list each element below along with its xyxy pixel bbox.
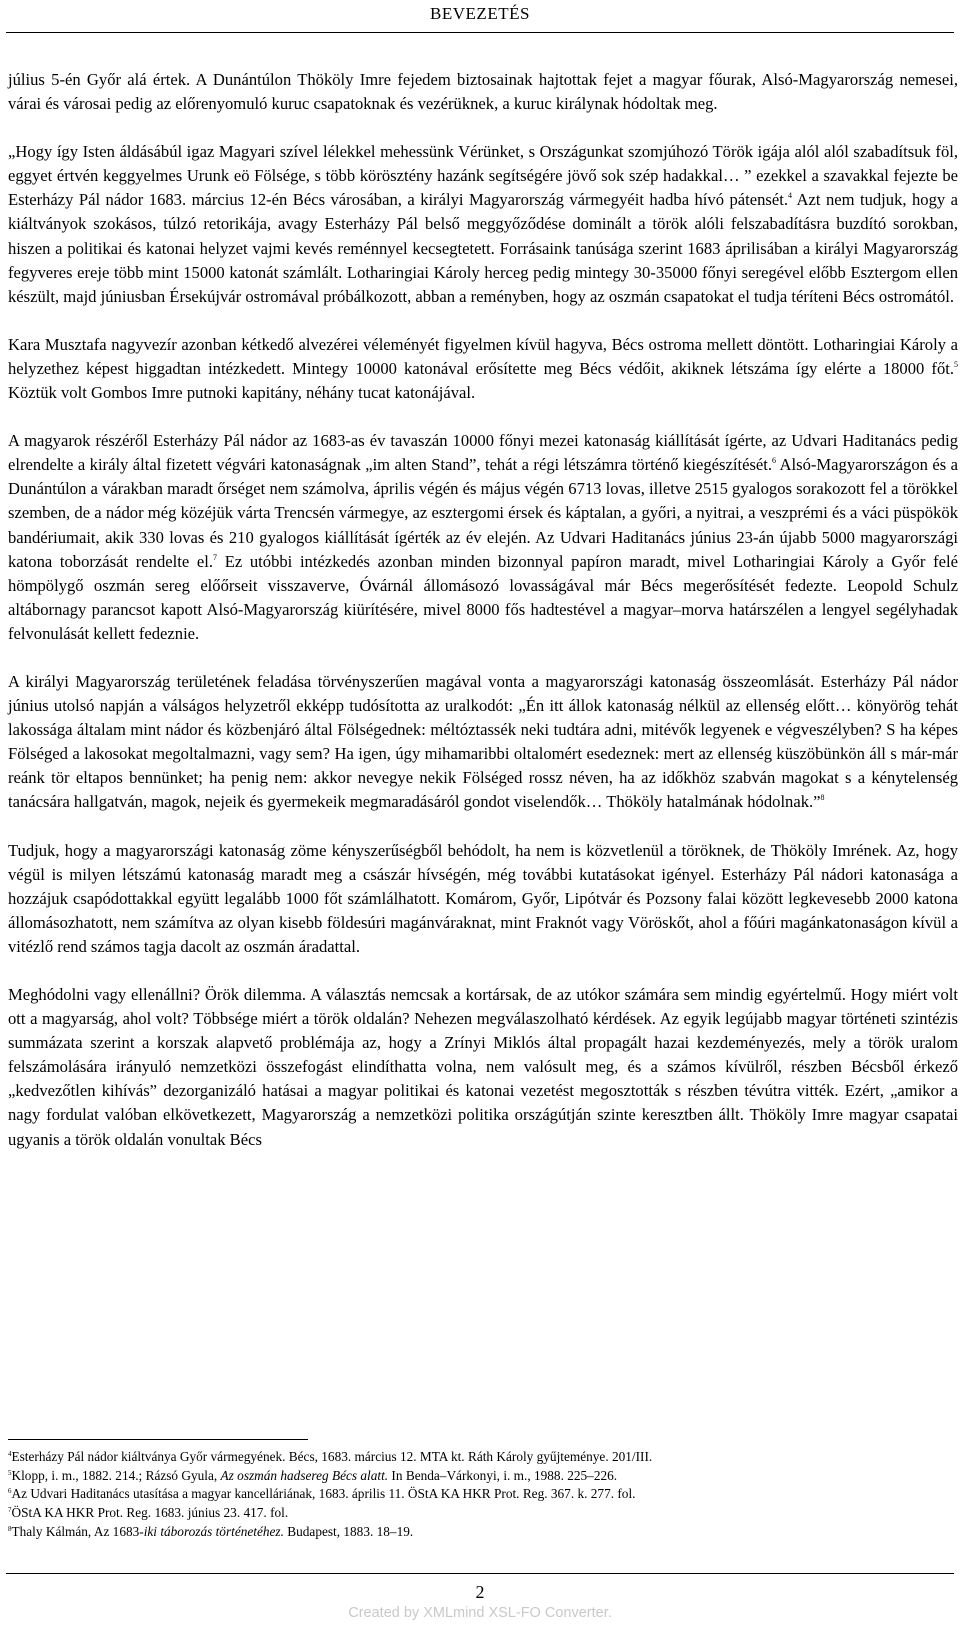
header-divider: [6, 32, 954, 33]
footnote-number: 8: [8, 1524, 12, 1533]
text-run: Thaly Kálmán, Az 1683-: [11, 1523, 144, 1539]
text-run: „Hogy így Isten áldásábúl igaz Magyari szível lélekkel mehessünk Vérünket, s Országunkat szomjúhozó Török igája alól alól szabadítsuk föl, eggyet értvén keggyelmes Urunk eö Fölsége, s több körösztény hazánk segítségére jövő sok szép hadakkal… ” ezekkel a szavakkal fejezte be Esterházy Pál nádor 1683. március 12-én Bécs városában, a királyi Magyarország vármegyéit hadba hívó pátensét.: [8, 142, 958, 210]
footnote: [8, 1523, 958, 1542]
footnote-ref: 5: [954, 359, 958, 369]
page-number: 2: [475, 1582, 485, 1602]
text-run: Klopp, i. m., 1882. 214.; Rázsó Gyula,: [11, 1467, 221, 1483]
paragraph: [8, 670, 958, 815]
paragraph: [8, 333, 958, 405]
footnote-rule: [8, 1439, 308, 1440]
footnote-ref: 4: [788, 191, 792, 201]
footnote-ref: 8: [820, 793, 825, 803]
footnote-number: 7: [8, 1506, 12, 1515]
text-run: Meghódolni vagy ellenállni? Örök dilemma. A választás nemcsak a kortársak, de az utókor számára sem mindig egyértelmű. Hogy miért volt ott a magyarság, ahol volt? Többsége miért a török oldalán? Nehezen megválaszolható kérdések. Az egyik legújabb magyar történeti szintézis summázata szerint a korszak alapvető problémája az, hogy a Zrínyi Miklós által propagált hazai kezdeményezés, mely a török uralom felszámolására irányuló nemzetközi összefogást elindíthatta volna, nem valósult meg, és a számos kívülről, részben Bécsből érkező „kedvezőtlen kihívás” dezorganizáló hatásai a magyar politikai és katonai vezetést megosztották s részben tévútra vitték. Ezért, „amikor a nagy fordulat valóban elkövetkezett, Magyarország a nemzetközi politika országútján szinte keresztben állt. Thököly Imre magyar csapatai ugyanis a török oldalán vonultak Bécs: [8, 985, 958, 1149]
creator-watermark: Created by XMLmind XSL-FO Converter.: [348, 1605, 612, 1621]
text-run: In Benda–Várkonyi, i. m., 1988. 225–226.: [388, 1467, 618, 1483]
footnote-ref: 6: [772, 456, 777, 466]
paragraph: [8, 983, 958, 1152]
text-run: július 5-én Győr alá értek. A Dunántúlon Thököly Imre fejedem biztosainak hajtottak fejet a magyar főurak, Alsó-Magyarország nemesei, várai és városai pedig az előrenyomuló kuruc csapatoknak és vezérüknek, a kuruc királynak hódoltak meg.: [8, 70, 958, 114]
text-run: ÖStA KA HKR Prot. Reg. 1683. június 23. 417. fol.: [11, 1505, 289, 1521]
text-run: Az Udvari Haditanács utasítása a magyar kancelláriának, 1683. április 11. ÖStA KA HKR Prot. Reg. 367. k. 277. fol.: [11, 1486, 636, 1502]
paragraph: [8, 429, 958, 646]
page-header: BEVEZETÉS: [430, 4, 530, 23]
footnote: [8, 1504, 958, 1523]
text-run: Ez utóbbi intézkedés azonban minden bizonnyal papíron maradt, mivel Lotharingiai Károly a Győr felé hömpölygő oszmán sereg előőrseit visszaverve, Óvárnál állomásozó lovasságával már Bécs megerősítését fedezte. Leopold Schulz altábornagy parancsot kapott Alsó-Magyarország kiürítésére, mivel 8000 fős hadtestével a magyar–morva határszélen a lengyel segélyhadak felvonulását kellett fedeznie.: [8, 551, 959, 643]
italic-text: iki táborozás történetéhez.: [143, 1523, 284, 1539]
footnote-number: 5: [8, 1468, 12, 1477]
text-run: Azt nem tudjuk, hogy a kiáltványok szokásos, túlzó retorikája, avagy Esterházy Pál belső meggyőződése dominált a török alóli felszabadításra buzdító sorokban, hiszen a politikai és katonai helyzet vajmi kevés reménnyel kecsegtetett. Forrásaink tanúsága szerint 1683 áprilisában a királyi Magyarország fegyveres ereje több mint 15000 katonát számlált. Lotharingiai Károly herceg pedig mintegy 30-35000 főnyi seregével előbb Esztergom ellen készült, majd júniusban Érsekújvár ostromával próbálkozott, abban a reményben, hogy az oszmán csapatokat el tudja téríteni Bécs ostromától.: [8, 190, 959, 306]
footnote: [8, 1485, 958, 1504]
italic-text: Az oszmán hadsereg Bécs alatt.: [220, 1467, 389, 1483]
text-run: Esterházy Pál nádor kiáltványa Győr vármegyének. Bécs, 1683. március 12. MTA kt. Ráth Károly gyűjteménye. 201/III.: [11, 1449, 653, 1464]
footer-divider: [6, 1573, 954, 1574]
text-run: A magyarok részéről Esterházy Pál nádor az 1683-as év tavaszán 10000 főnyi mezei katonaság kiállítását ígérte, az Udvari Haditanács pedig elrendelte a király által fizetett végvári katonaságnak „im alten Stand”, tehát a régi létszámra történő kiegészítését.: [8, 431, 958, 475]
footnotes: [8, 1448, 958, 1542]
text-run: Alsó-Magyarországon és a Dunántúlon a várakban maradt őrséget nem számolva, április végén és május végén 6713 lovas, illetve 2515 gyalogos sorakozott fel a törökkel szemben, de a nádor még közéjük várta Trencsén vármegye, az esztergomi érsek és káptalan, a győri, a nyitrai, a veszprémi és a váci püspökök bandériumait, akik 330 lovas és 210 gyalogos kiállítását ígérték az év elején. Az Udvari Haditanács június 23-án újabb 5000 magyarországi katona toborzását rendelte el.: [8, 455, 958, 571]
text-run: Tudjuk, hogy a magyarországi katonaság zöme kényszerűségből behódolt, ha nem is közvetlenül a töröknek, de Thököly Imrének. Az, hogy végül is milyen létszámú katonaság maradt meg a császár hívségén, még további kutatásokat igényel. Esterházy Pál nádori katonasága a hozzájuk csapódottakkal együtt legalább 1000 főt számlálhatott. Komárom, Győr, Lipótvár és Pozsony falai között legkevesebb 2000 katona állomásozhatott, nem számítva az olyan kisebb földesúri magánváraknat, mint Fraknót vagy Vöröskőt, ahol a főúri magánkatonaságon kívül a vitézlő rend számos tagja dacolt az oszmán áradattal.: [8, 840, 958, 956]
text-run: Budapest, 1883. 18–19.: [283, 1523, 414, 1539]
footnote-number: 6: [8, 1487, 12, 1496]
footnote-ref: 7: [213, 552, 218, 562]
paragraph: [8, 68, 958, 116]
text-run: Köztük volt Gombos Imre putnoki kapitány, néhány tucat katonájával.: [8, 383, 476, 403]
paragraph: [8, 140, 958, 309]
footnote-number: 4: [8, 1450, 12, 1458]
text-run: A királyi Magyarország területének feladása törvényszerűen magával vonta a magyarországi katonaság összeomlását. Esterházy Pál nádor június utolsó napján a válságos helyzetről ekképp tudósította az uralkodót: „Én itt állok katonaság nélkül az ellenség előtt… könyörög tehát lakossága általam mint nádor és közbenjáró által Fölségednek: méltóztassék neki tudtára adni, mitévők legyenek e végveszélyben? S ha képes Fölséged a lakosokat megoltalmazni, vagy sem? Ha igen, úgy mihamaribbi oltalomért esedeznek: mert az ellenség küszöbünkön áll s már-már reánk tör eltapos bennünket; ha penig nem: akkor nevegye nekik Fölséged rossz néven, ha az időkhöz szabván magokat s a kénytelenség tanácsára hallgatván, magok, nejeik és gyermekeik megmaradásáról gondot viselendők… Thököly hatalmának hódolnak.”: [8, 671, 958, 812]
paragraph: [8, 839, 958, 959]
footnote: [8, 1467, 958, 1486]
footnote: [8, 1448, 958, 1467]
text-run: Kara Musztafa nagyvezír azonban kétkedő alvezérei véleményét figyelmen kívül hagyva, Bécs ostroma mellett döntött. Lotharingiai Károly a helyzethez képest higgadtan intézkedett. Mintegy 10000 katonával erősítette meg Bécs védőit, akiknek létszáma így elérte a 18000 főt.: [8, 334, 958, 378]
main-text: [8, 68, 958, 1176]
